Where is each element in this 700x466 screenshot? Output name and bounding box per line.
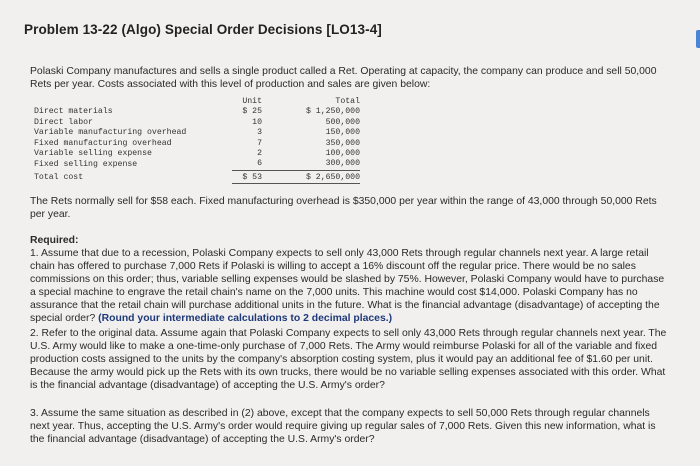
total-header: Total	[335, 97, 360, 106]
scroll-edge-tab[interactable]	[696, 30, 700, 48]
cost-table-header	[34, 97, 360, 107]
cost-row	[34, 118, 360, 128]
cost-label: Direct labor	[34, 117, 93, 127]
cost-label: Direct materials	[34, 107, 113, 117]
cost-row	[34, 128, 360, 138]
intro-text: Polaski Company manufactures and sells a single product called a Ret. Operating at capacity, the company can produce and sell 50,000 Rets per year. Costs associated with this level of production and sales are given below:	[30, 66, 657, 90]
cost-label: Fixed selling expense	[34, 159, 138, 169]
selling-price-note: The Rets normally sell for $58 each. Fixed manufacturing overhead is $350,000 per year within the range of 43,000 through 50,000 Rets per year.	[30, 196, 657, 220]
cost-unit: 6	[257, 159, 262, 169]
cost-total: 150,000	[325, 128, 360, 138]
cost-row	[34, 139, 360, 149]
cost-total: 500,000	[325, 117, 360, 127]
total-cost-label: Total cost	[34, 173, 84, 183]
question-1	[30, 247, 670, 325]
cost-unit: 10	[252, 117, 262, 127]
cost-label: Variable selling expense	[34, 149, 152, 159]
cost-unit: 7	[257, 138, 262, 148]
cost-total: $ 1,250,000	[305, 107, 360, 117]
cost-unit: $ 25	[242, 107, 262, 117]
cost-label: Variable manufacturing overhead	[34, 128, 187, 138]
cost-label: Fixed manufacturing overhead	[34, 138, 172, 148]
problem-title: Problem 13-22 (Algo) Special Order Decisions [LO13-4]	[24, 22, 382, 37]
cost-row	[34, 107, 360, 117]
total-cost-unit: $ 53	[232, 170, 262, 183]
cost-row	[34, 149, 360, 159]
cost-total: 300,000	[325, 159, 360, 169]
cost-unit: 3	[257, 128, 262, 138]
total-cost-row	[34, 170, 360, 183]
cost-row	[34, 159, 360, 170]
total-cost-total: $ 2,650,000	[262, 170, 360, 183]
cost-total: 350,000	[325, 138, 360, 148]
required-section	[30, 234, 670, 325]
cost-total: 100,000	[325, 149, 360, 159]
question-3: 3. Assume the same situation as described in (2) above, except that the company expects to sell 50,000 Rets through regular channels next year. Thus, accepting the U.S. Army's order would require giving up regular sales of 7,000 Rets. Given this new information, what is the financial advantage (disadvantage) of accepting the U.S. Army's order?	[30, 408, 656, 445]
cost-table	[34, 97, 360, 184]
rounding-instruction: (Round your intermediate calculations to 2 decimal places.)	[98, 313, 393, 324]
unit-header: Unit	[242, 97, 262, 106]
cost-unit: 2	[257, 149, 262, 159]
required-heading: Required:	[30, 235, 79, 246]
question-2: 2. Refer to the original data. Assume again that Polaski Company expects to sell only 43,000 Rets through regular channels next year. The U.S. Army would like to make a one-time-only purchase of 7,000 Rets. The Army would reimburse Polaski for all of the variable and fixed production costs assigned to the units by the company's absorption costing system, plus it would pay an additional fee of $1.60 per unit. Because the army would pick up the Rets with its own trucks, there would be no variable selling expenses associated with this order. What is the financial advantage (disadvantage) of accepting the U.S. Army's order?	[30, 328, 667, 391]
question-1-text: 1. Assume that due to a recession, Polaski Company expects to sell only 43,000 Rets through regular channels next year. A large retail chain has offered to purchase 7,000 Rets if Polaski is willing to accept a 16% discount off the regular price. There would be no sales commissions on this order; thus, variable selling expenses would be slashed by 75%. However, Polaski Company would have to purchase a special machine to engrave the retail chain's name on the 7,000 units. This machine would cost $14,000. Polaski Company has no assurance that the retail chain will purchase additional units in the future. What is the financial advantage (disadvantage) of accepting the special order?	[30, 248, 665, 324]
